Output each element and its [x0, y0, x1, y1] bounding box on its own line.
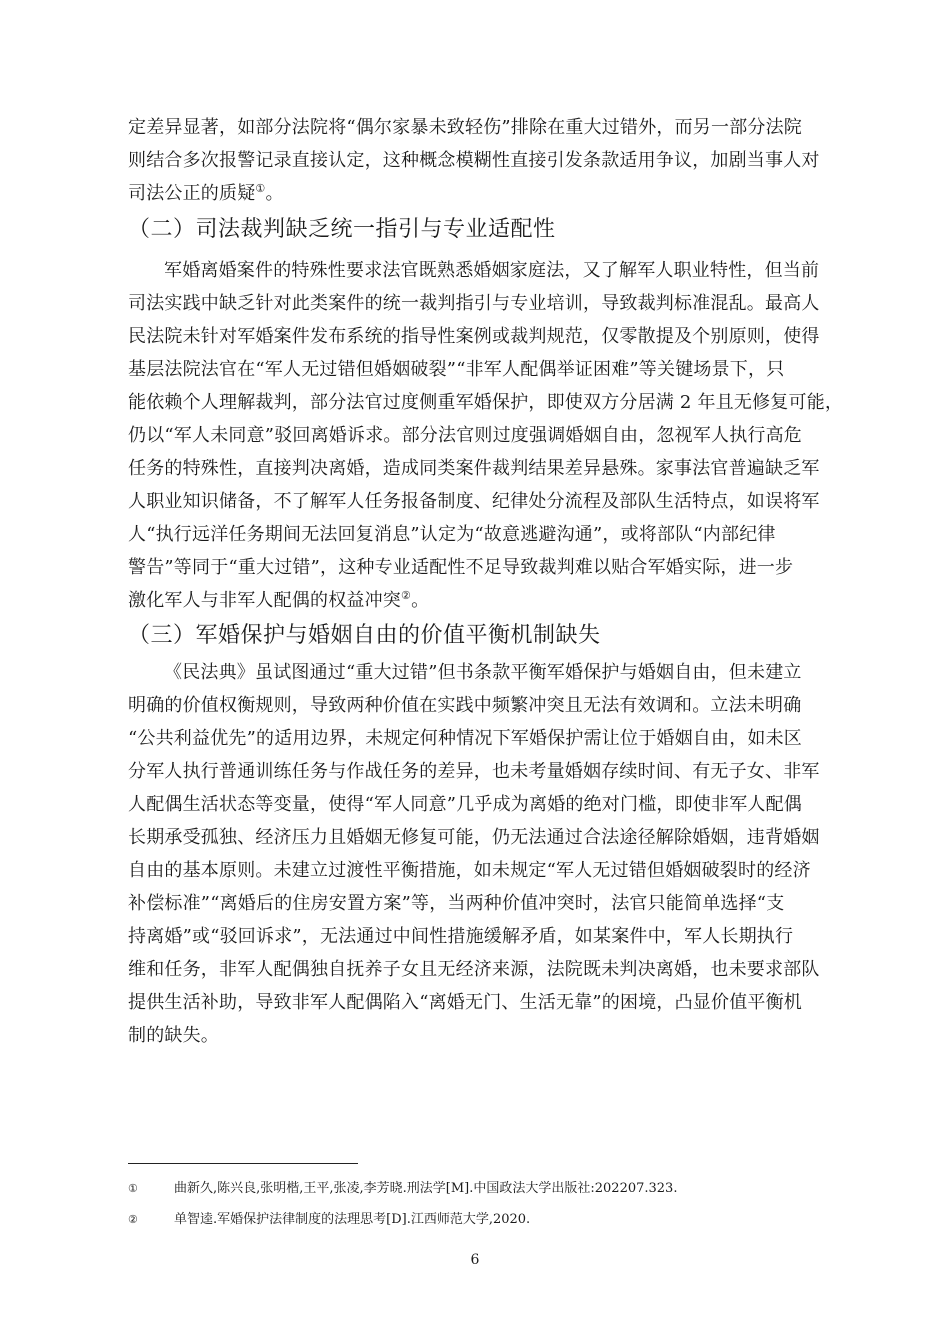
footnote-text: 曲新久,陈兴良,张明楷,王平,张凌,李芳晓.刑法学[M].中国政法大学出版社:202207.323.	[174, 1181, 678, 1196]
text-line: 补偿标准”“离婚后的住房安置方案”等，当两种价值冲突时，法官只能简单选择“支	[128, 893, 785, 914]
text-line: 长期承受孤独、经济压力且婚姻无修复可能，仍无法通过合法途径解除婚姻，违背婚姻	[128, 827, 820, 848]
text-line: 能依赖个人理解裁判，部分法官过度侧重军婚保护，即使双方分居满 2 年且无修复可能，	[128, 392, 844, 413]
text-line: 明确的价值权衡规则，导致两种价值在实践中频繁冲突且无法有效调和。立法未明确	[128, 695, 802, 716]
text-line: 仍以“军人未同意”驳回离婚诉求。部分法官则过度强调婚姻自由，忽视军人执行高危	[128, 425, 803, 446]
text-line: 维和任务，非军人配偶独自抚养子女且无经济来源，法院既未判决离婚，也未要求部队	[128, 959, 820, 980]
text-line: 司法公正的质疑①。	[128, 182, 284, 204]
text-line: “公共利益优先”的适用边界，未规定何种情况下军婚保护需让位于婚姻自由，如未区	[128, 728, 803, 749]
section-heading-3: （三）军婚保护与婚姻自由的价值平衡机制缺失	[128, 623, 601, 648]
text-line: 人“执行远洋任务期间无法回复消息”认定为“故意逃避沟通”，或将部队“内部纪律	[128, 524, 776, 545]
footnote-ref-1[interactable]: ①	[255, 182, 266, 195]
text-line: 定差异显著，如部分法院将“偶尔家暴未致轻伤”排除在重大过错外，而另一部分法院	[128, 117, 803, 138]
text-line: 《民法典》虽试图通过“重大过错”但书条款平衡军婚保护与婚姻自由，但未建立	[164, 662, 802, 683]
footnote-mark: ②	[128, 1213, 138, 1226]
text-line: 自由的基本原则。未建立过渡性平衡措施，如未规定“军人无过错但婚姻破裂时的经济	[128, 860, 811, 881]
text-line: 任务的特殊性，直接判决离婚，造成同类案件裁判结果差异悬殊。家事法官普遍缺乏军	[128, 458, 820, 479]
text-line: 提供生活补助，导致非军人配偶陷入“离婚无门、生活无靠”的困境，凸显价值平衡机	[128, 992, 803, 1013]
text-line: 警告”等同于“重大过错”，这种专业适配性不足导致裁判难以贴合军婚实际，进一步	[128, 557, 794, 578]
section-heading-2: （二）司法裁判缺乏统一指引与专业适配性	[128, 217, 556, 242]
footnote-text: 单智逵.军婚保护法律制度的法理思考[D].江西师范大学,2020.	[174, 1212, 531, 1227]
text-line: 制的缺失。	[128, 1025, 219, 1046]
text-line: 人职业知识储备，不了解军人任务报备制度、纪律处分流程及部队生活特点，如误将军	[128, 491, 820, 512]
footnote-ref-2[interactable]: ②	[401, 589, 412, 602]
section-2-paragraph	[128, 254, 880, 617]
section-3-paragraph	[128, 656, 880, 1052]
page-number: 6	[470, 1252, 480, 1268]
text-line: 则结合多次报警记录直接认定，这种概念模糊性直接引发条款适用争议，加剧当事人对	[128, 150, 820, 171]
intro-paragraph	[128, 111, 880, 210]
text-line: 民法院未针对军婚案件发布系统的指导性案例或裁判规范，仅零散提及个别原则，使得	[128, 326, 820, 347]
text-line: 持离婚”或“驳回诉求”，无法通过中间性措施缓解矛盾，如某案件中，军人长期执行	[128, 926, 794, 947]
text-line: 激化军人与非军人配偶的权益冲突②。	[128, 589, 430, 611]
text-line: 人配偶生活状态等变量，使得“军人同意”几乎成为离婚的绝对门槛，即使非军人配偶	[128, 794, 803, 815]
footnote-divider	[128, 1163, 358, 1164]
footnote-mark: ①	[128, 1182, 138, 1195]
text-line: 司法实践中缺乏针对此类案件的统一裁判指引与专业培训，导致裁判标准混乱。最高人	[128, 293, 820, 314]
text-line: 军婚离婚案件的特殊性要求法官既熟悉婚姻家庭法，又了解军人职业特性，但当前	[164, 260, 820, 281]
text-line: 基层法院法官在“军人无过错但婚姻破裂”“非军人配偶举证困难”等关键场景下，只	[128, 359, 785, 380]
text-line: 分军人执行普通训练任务与作战任务的差异，也未考量婚姻存续时间、有无子女、非军	[128, 761, 820, 782]
